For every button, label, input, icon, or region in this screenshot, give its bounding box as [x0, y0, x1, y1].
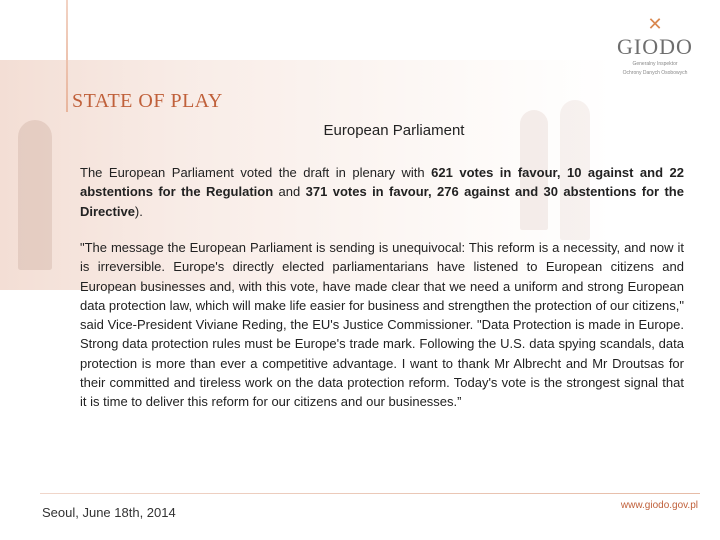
logo-mark-icon: ✕ — [647, 14, 663, 34]
logo-wordmark: GIODO — [617, 34, 693, 59]
vote-summary-tail: ). — [134, 203, 143, 219]
reding-quote-paragraph: "The message the European Parliament is sending is unequivocal: This reform is a necessity, and now it is irreversible. Europe's directly elected parliamentarians have listened to European citizens and European businesses and, with this vote, have made clear that we need a uniform and strong European data protection law, which will make life easier for business and strengthen the protection of our citizens," said Vice-President Viviane Reding, the EU's Justice Commissioner. "Data Protection is made in Europe. Strong data protection rules must be Europe's trade mark. Following the U.S. data spying scandals, data protection is more than ever a competitive advantage. I want to thank Mr Albrecht and Mr Droutsas for their committed and tireless work on the data protection reform. Today's vote is the strongest signal that it is time to deliver this reform for our citizens and our businesses.” — [80, 240, 684, 410]
decorative-vertical-line — [66, 0, 68, 112]
section-title: STATE OF PLAY — [72, 90, 223, 112]
vote-summary-paragraph — [80, 163, 684, 221]
vote-summary-mid: and — [273, 184, 306, 200]
footer-website-link[interactable]: www.giodo.gov.pl — [620, 500, 698, 511]
slide-subtitle: European Parliament — [323, 122, 465, 139]
vote-summary-lead: The European Parliament voted the draft in plenary with — [80, 165, 432, 180]
directive-vote-count: 371 votes in favour, 276 against and 30 abstentions for the Directive — [80, 184, 684, 219]
logo-subtitle-line1: Generalny Inspektor — [632, 61, 678, 67]
background-figure — [18, 120, 52, 270]
footer-divider — [40, 493, 700, 494]
logo-subtitle-line2: Ochrony Danych Osobowych — [622, 70, 688, 76]
giodo-logo[interactable] — [610, 15, 700, 95]
regulation-vote-count: 621 votes in favour, 10 against and 22 abstentions for the Regulation — [80, 165, 685, 200]
footer-place-date: Seoul, June 18th, 2014 — [42, 505, 176, 520]
